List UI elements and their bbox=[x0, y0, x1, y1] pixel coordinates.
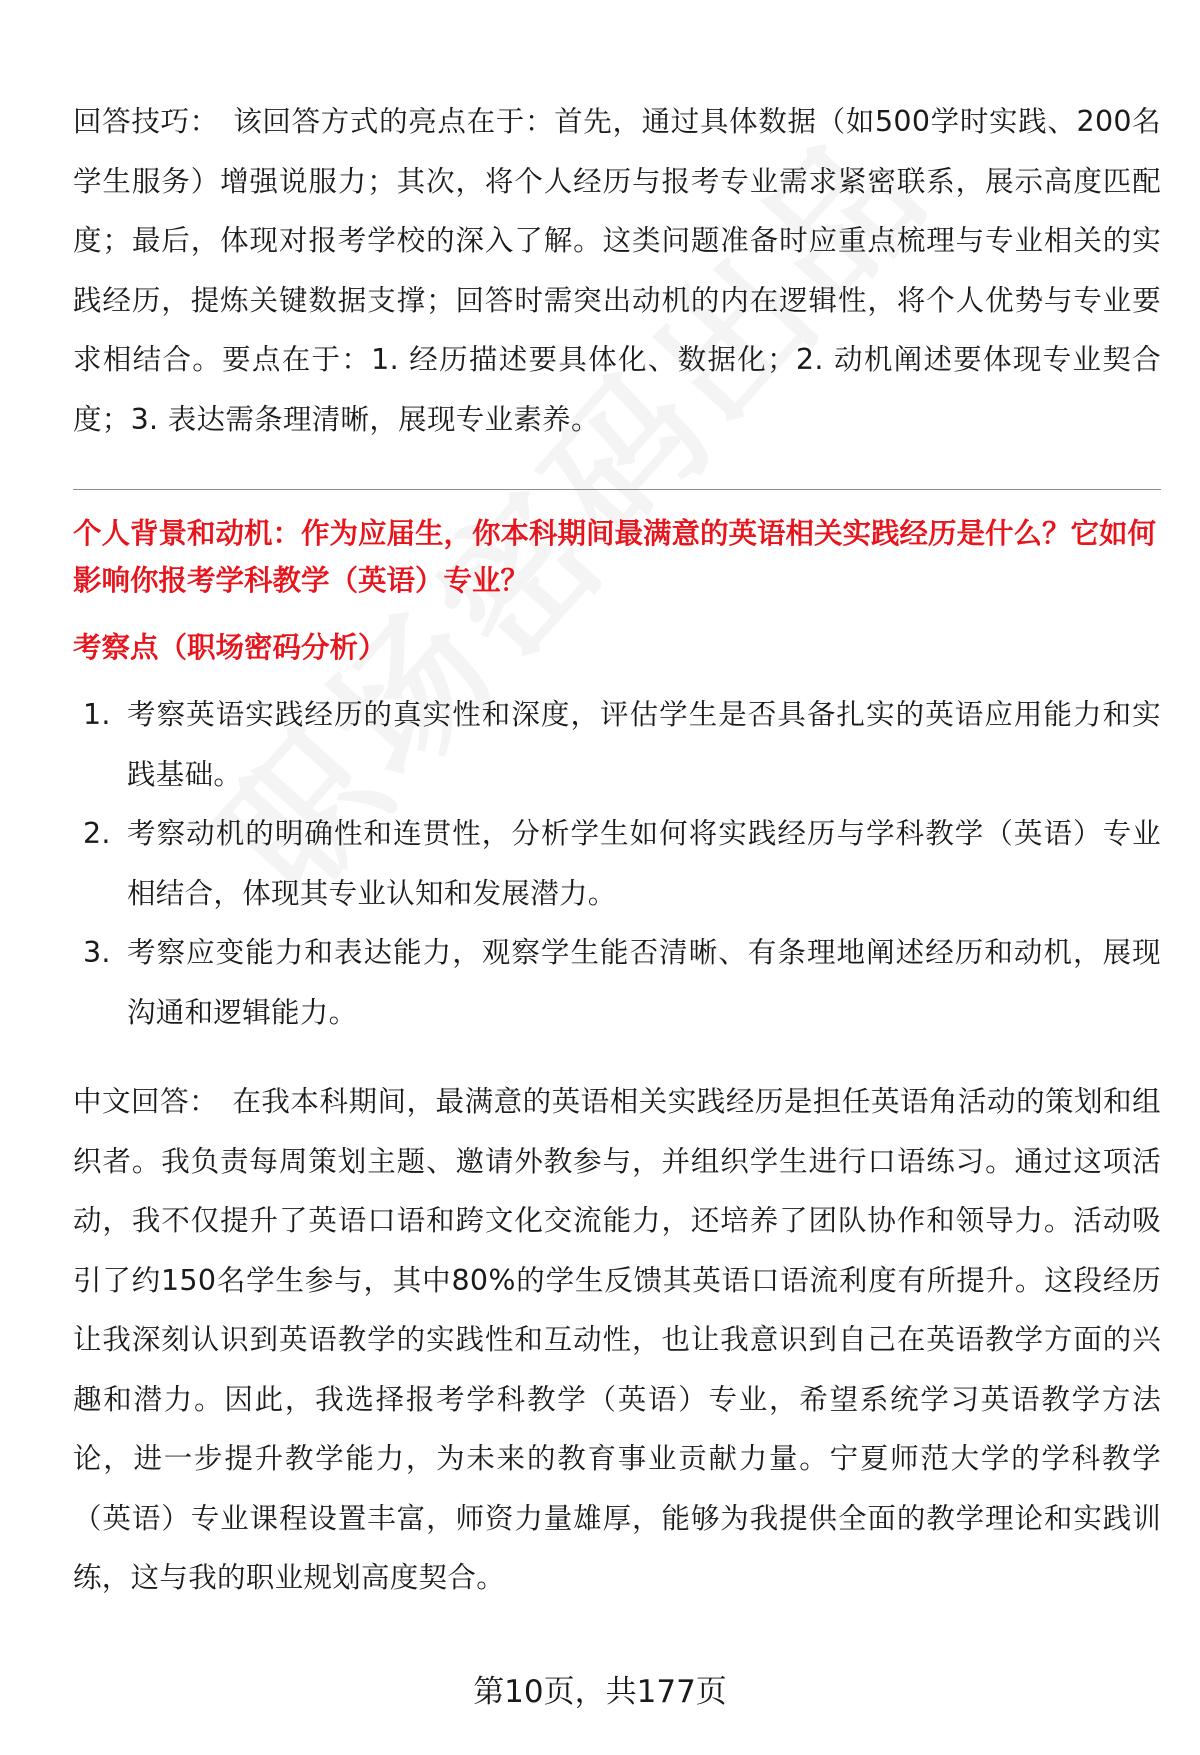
question-heading: 个人背景和动机：作为应届生，你本科期间最满意的英语相关实践经历是什么？它如何影响你报考学科教学（英语）专业？ bbox=[73, 517, 1157, 597]
analysis-point-number: 3. bbox=[83, 936, 111, 969]
analysis-point bbox=[73, 804, 1161, 923]
analysis-point-number: 1. bbox=[83, 698, 111, 731]
analysis-point-text: 考察应变能力和表达能力，观察学生能否清晰、有条理地阐述经历和动机，展现沟通和逻辑能力。 bbox=[127, 936, 1161, 1029]
chinese-answer-label: 中文回答： bbox=[73, 1085, 219, 1118]
analysis-point bbox=[73, 923, 1161, 1042]
analysis-point bbox=[73, 685, 1161, 804]
analysis-point-number: 2. bbox=[83, 817, 111, 850]
analysis-point-text: 考察英语实践经历的真实性和深度，评估学生是否具备扎实的英语应用能力和实践基础。 bbox=[127, 698, 1161, 791]
analysis-points-list bbox=[73, 685, 1161, 1042]
page-number-footer: 第10页，共177页 bbox=[473, 1674, 727, 1710]
page-content bbox=[73, 92, 1161, 1608]
analysis-heading: 考察点（职场密码分析） bbox=[73, 631, 387, 664]
chinese-answer-paragraph bbox=[73, 1072, 1161, 1608]
answer-tip-paragraph bbox=[73, 92, 1161, 449]
answer-tip-text: 该回答方式的亮点在于：首先，通过具体数据（如500学时实践、200名学生服务）增强说服力；其次，将个人经历与报考专业需求紧密联系，展示高度匹配度；最后，体现对报考学校的深入了解。这类问题准备时应重点梳理与专业相关的实践经历，提炼关键数据支撑；回答时需突出动机的内在逻辑性，将个人优势与专业要求相结合。要点在于：1. 经历描述要具体化、数据化；2. 动机阐述要体现专业契合度；3. 表达需条理清晰，展现专业素养。 bbox=[73, 105, 1161, 436]
answer-tip-label: 回答技巧： bbox=[73, 105, 219, 138]
analysis-point-text: 考察动机的明确性和连贯性，分析学生如何将实践经历与学科教学（英语）专业相结合，体现其专业认知和发展潜力。 bbox=[127, 817, 1161, 910]
section-divider bbox=[73, 489, 1161, 490]
chinese-answer-text: 在我本科期间，最满意的英语相关实践经历是担任英语角活动的策划和组织者。我负责每周策划主题、邀请外教参与，并组织学生进行口语练习。通过这项活动，我不仅提升了英语口语和跨文化交流能力，还培养了团队协作和领导力。活动吸引了约150名学生参与，其中80%的学生反馈其英语口语流利度有所提升。这段经历让我深刻认识到英语教学的实践性和互动性，也让我意识到自己在英语教学方面的兴趣和潜力。因此，我选择报考学科教学（英语）专业，希望系统学习英语教学方法论，进一步提升教学能力，为未来的教育事业贡献力量。宁夏师范大学的学科教学（英语）专业课程设置丰富，师资力量雄厚，能够为我提供全面的教学理论和实践训练，这与我的职业规划高度契合。 bbox=[73, 1085, 1161, 1594]
